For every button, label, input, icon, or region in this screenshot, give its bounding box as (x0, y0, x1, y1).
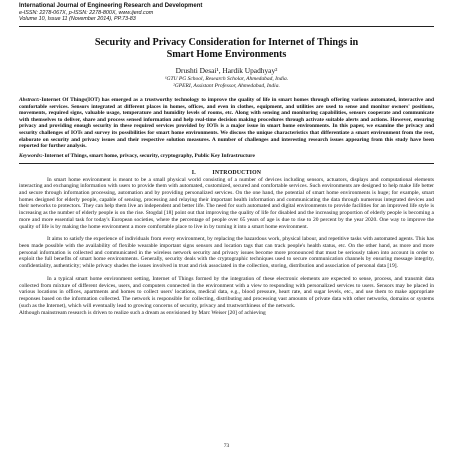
journal-volume: Volume 10, Issue 11 (November 2014), PP.73-83 (19, 16, 136, 23)
keywords-rule (19, 163, 434, 164)
intro-paragraph-2: It aims to satisfy the experience of individuals from every environment, by replacing the hazardous work, physical labour, and repetitive tasks with automated agents. This has been made possible with the availability of flexible wearable important signs sensors and location tags that can track people's health status, etc. On the other hand, as more and more personal information is collected and communicated in the wireless network security and privacy issues become more pronounced that must be seriously taken into account in order to exploit the full benefits of smart home environments. Generally, security deals with the cryptographic techniques used to secure communication channels by ensuring message integrity, confidentiality, authenticity; while privacy shades the issues involved in trust and risk associated in the collection, storing, distribution and association of personal data [19]. (19, 236, 434, 270)
abstract-label: Abstract:- (19, 96, 42, 103)
journal-header (19, 3, 434, 22)
intro-paragraph-3: In a typical smart home environment setting, Internet of Things formed by the integration of these electronic elements are expected to sense, process, and transmit data collected from mixture of different devices, users, and computers connected in the environment with a view to responding with personalized services to users. Sensors may be placed in various locations in offices, apartments and homes to collect users' locations, medical data, e.g., blood pressure, heart rate, and sugar levels, etc., and use them to make appropriate responses based on the information collected. The network is responsible for collecting, distributing and processing vast amounts of private data with other networks, domains or systems (such as the Internet), which will eventually lead to growing concerns of security, privacy and trustworthiness of the network. (19, 275, 434, 309)
section-heading-text: I. INTRODUCTION (191, 169, 262, 176)
section-heading (19, 170, 434, 176)
affiliation-2: ²GPERI, Assistant Professor, Ahmedabad, India. (173, 83, 280, 90)
keywords-label: Keywords:- (19, 153, 45, 160)
header-rule (19, 26, 434, 27)
paper-title (19, 37, 434, 60)
intro-paragraph-4: Although mainstream research is driven to realize such a dream as envisioned by Marc Weiser [20] of achieving (19, 310, 266, 317)
journal-name: International Journal of Engineering Research and Development (19, 3, 203, 9)
journal-issn: e-ISSN: 2278-067X, p-ISSN: 2278-800X, www.ijerd.com (19, 9, 154, 16)
affiliation-1: ¹GTU PG School, Research Scholar, Ahmedabad, India. (164, 76, 289, 83)
paper-title-line-1: Security and Privacy Consideration for Internet of Things in (94, 37, 359, 49)
author-list: Drushti Desai¹, Hardik Upadhyay² (175, 66, 278, 76)
affiliations (19, 76, 434, 90)
abstract (19, 97, 434, 150)
intro-paragraph-1: In smart home environment is meant to be a small physical world consisting of a number of devices including sensors, actuators, displays and computational elements interacting and exchanging information with users to provide them with automated, customized, secured and comfortable services. Such environments are designed to help make life better and secure through information processing, automation and by providing personalized services. On the one hand, the potential of smart home environments is huge; for example, smart homes designed for elderly people, capable of sensing, processing and relaying their important health information and communicating the data through numerous integrated devices and their networks to protectors. They can help them live an independent and better life. The need for such automated and digital environments to provide facilities for an improved life style is increasing as the number of elderly people is on the rise. Stogdal [18] point out that improving the quality of life for disabled and the increasing proportion of elderly people is becoming a more and more essential task for today's European societies, where the percentage of people over 65 years of age is due to rise to 20 percent by the year 2020. One way to improve the quality of life is by making the home environment a more comfortable place to live in by turning it into a smart home environment. (19, 176, 434, 230)
abstract-text: Internet Of Things(IOT) has emerged as a trustworthy technology to improve the quality of life in smart homes through offering various automated, interactive and comfortable services. Sensors integrated at different places in homes, offices, and even in clothes, equipment, and utilities are used to sense and monitor owners' positions, movements, required signs, valuable usage, temperature and humidity levels of rooms, etc. Along with sensing and monitoring capabilities, sensors cooperate and communicate with themselves to deliver, share and process sensed information and help real-time decision making procedures through activate suitable alerts and actions. However, ensuring privacy and providing enough security in these required services provided by IOTs is a major issue in smart home environments. In this paper, we examine the privacy and security challenges of IOTs and survey its possibilities for smart home environments. We discuss the unique characteristics that differentiate a smart environment from the rest, elaborate on security and privacy issues and their respective solution measures. A number of challenges and interesting research issues appearing from this study have been reported for further analysis. (19, 96, 434, 150)
paper-title-line-2: Smart Home Environments (166, 48, 287, 60)
keywords-text: Internet of Things, smart home, privacy, security, cryptography, Public Key Infrastructure (44, 153, 255, 160)
page-number: 73 (223, 443, 230, 449)
keywords (19, 153, 434, 160)
